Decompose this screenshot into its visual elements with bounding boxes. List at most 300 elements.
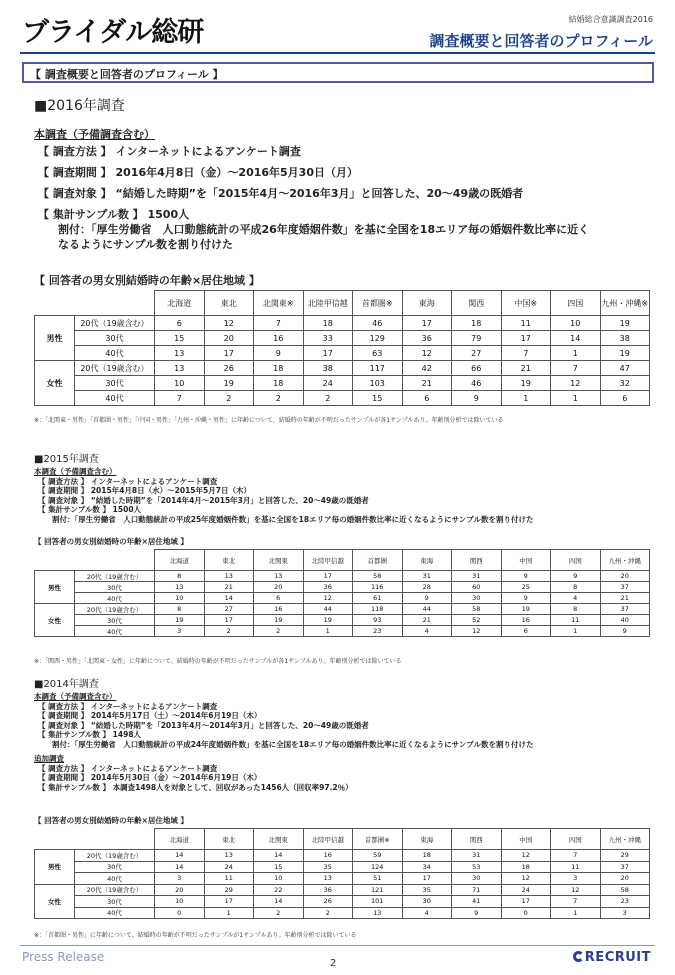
table-row (35, 316, 650, 331)
survey-period: 【 調査期間 】 2016年4月8日（金）～2016年5月30日（月） (38, 166, 358, 179)
column-header: 九州・沖縄 (600, 550, 650, 571)
table-cell: 31 (402, 571, 452, 582)
table-cell: 36 (303, 884, 353, 896)
table-cell: 51 (353, 873, 403, 885)
table-cell: 2 (254, 907, 304, 919)
table-cell: 116 (353, 582, 403, 593)
age-label: 20代（19歳含む） (75, 604, 155, 615)
table-cell: 11 (501, 316, 551, 331)
table-cell: 17 (402, 316, 452, 331)
table-cell: 103 (353, 376, 403, 391)
table-cell: 30 (402, 896, 452, 908)
table-cell: 13 (155, 346, 205, 361)
table-cell: 16 (254, 604, 304, 615)
column-header: 四国 (551, 829, 601, 850)
table-cell: 3 (155, 873, 205, 885)
survey-2016-details (34, 127, 654, 252)
table-cell: 44 (402, 604, 452, 615)
gender-group-label: 男性 (35, 850, 75, 885)
table-cell: 12 (303, 593, 353, 604)
table-row (35, 571, 650, 582)
main-survey-title: 本調査（予備調査含む） (34, 467, 117, 476)
table-cell: 20 (600, 571, 650, 582)
column-header: 北海道 (155, 550, 205, 571)
gender-group-label: 女性 (35, 604, 75, 637)
column-header: 北陸甲信越 (303, 829, 353, 850)
table-row (35, 615, 650, 626)
table-cell: 17 (501, 896, 551, 908)
table-cell: 117 (353, 361, 403, 376)
column-header: 東北 (204, 291, 254, 316)
table-cell: 9 (501, 571, 551, 582)
brand-logo: ブライダル総研 (22, 17, 204, 48)
table-row (35, 626, 650, 637)
table-cell: 9 (600, 626, 650, 637)
table-cell: 30 (452, 593, 502, 604)
table-cell: 52 (452, 615, 502, 626)
page-title: 調査概要と回答者のプロフィール (429, 32, 653, 50)
column-header: 北関東 (254, 829, 304, 850)
survey-target: 【 調査対象 】 “結婚した時期”を「2014年4月～2015年3月」と回答した、20～49歳の既婚者 (38, 495, 369, 505)
gender-group-label: 女性 (35, 884, 75, 919)
age-label: 20代（19歳含む） (75, 316, 155, 331)
survey-weight-line1: 割付：「厚生労働省 人口動態統計の平成26年度婚姻件数」を基に全国を18エリア毎の婚姻件数比率に近く (58, 223, 590, 236)
age-label: 40代 (75, 593, 155, 604)
table-cell: 27 (204, 604, 254, 615)
column-header: 関西 (452, 291, 502, 316)
table-cell: 21 (501, 361, 551, 376)
main-survey-title: 本調査（予備調査含む） (34, 128, 155, 141)
age-label: 40代 (75, 391, 155, 406)
table-cell: 14 (254, 850, 304, 862)
survey-sample: 【 集計サンプル数 】 1500人 (38, 505, 142, 514)
survey-target: 【 調査対象 】 “結婚した時期”を「2013年4月～2014年3月」と回答した、20～49歳の既婚者 (38, 720, 369, 730)
table-cell: 14 (551, 331, 601, 346)
table-2014 (34, 828, 650, 919)
table-cell: 44 (303, 604, 353, 615)
age-label: 30代 (75, 896, 155, 908)
column-header: 北関東※ (254, 291, 304, 316)
table-row (35, 850, 650, 862)
table-cell: 6 (600, 391, 650, 406)
table-cell: 17 (204, 615, 254, 626)
table-cell: 36 (303, 582, 353, 593)
table-cell: 2 (204, 391, 254, 406)
table-cell: 38 (303, 361, 353, 376)
table-cell: 19 (600, 316, 650, 331)
table-cell: 7 (551, 896, 601, 908)
table-cell: 17 (501, 331, 551, 346)
table-2015-caption: 【 回答者の男女別結婚時の年齢×居住地域 】 (34, 537, 189, 546)
table-cell: 13 (353, 907, 403, 919)
table-2016 (34, 290, 650, 406)
extra-survey-title: 追加調査 (34, 754, 64, 763)
table-cell: 12 (402, 346, 452, 361)
table-2016-note: ※：「北関東・男性」「首都圏・男性」「中国・男性」「九州・沖縄・男性」に年齢について、結婚時の年齢が不明だったサンプルが各1サンプルあり。年齢別分析では除いている (34, 417, 504, 424)
table-cell: 10 (155, 376, 205, 391)
table-cell: 4 (551, 593, 601, 604)
table-cell: 18 (303, 316, 353, 331)
table-cell: 10 (254, 873, 304, 885)
table-cell: 9 (452, 391, 502, 406)
table-cell: 53 (452, 861, 502, 873)
table-cell: 7 (551, 850, 601, 862)
column-header: 中国 (501, 550, 551, 571)
table-row (35, 391, 650, 406)
age-label: 20代（19歳含む） (75, 571, 155, 582)
column-header: 北陸甲信越 (303, 291, 353, 316)
table-cell: 15 (353, 391, 403, 406)
survey-2015-details (34, 467, 654, 524)
table-cell: 36 (402, 331, 452, 346)
table-cell: 9 (501, 593, 551, 604)
table-cell: 30 (452, 873, 502, 885)
table-cell: 20 (600, 873, 650, 885)
column-header: 首都圏※ (353, 291, 403, 316)
table-cell: 19 (501, 604, 551, 615)
table-cell: 29 (204, 884, 254, 896)
table-cell: 8 (551, 604, 601, 615)
table-cell: 19 (204, 376, 254, 391)
table-cell: 17 (204, 896, 254, 908)
table-cell: 20 (254, 582, 304, 593)
table-cell: 18 (254, 376, 304, 391)
table-cell: 129 (353, 331, 403, 346)
table-cell: 46 (452, 376, 502, 391)
table-cell: 12 (501, 850, 551, 862)
table-cell: 1 (551, 626, 601, 637)
table-cell: 3 (551, 873, 601, 885)
survey-target: 【 調査対象 】 “結婚した時期”を「2015年4月～2016年3月」と回答した、20～49歳の既婚者 (38, 187, 524, 200)
table-cell: 26 (204, 361, 254, 376)
extra-survey-sample: 【 集計サンプル数 】 本調査1498人を対象として、回収があった1456人（回収率97.2％） (38, 782, 353, 792)
table-cell: 21 (600, 593, 650, 604)
column-header: 東海 (402, 550, 452, 571)
table-cell: 47 (600, 361, 650, 376)
table-cell: 33 (303, 331, 353, 346)
table-cell: 10 (155, 896, 205, 908)
table-cell: 66 (452, 361, 502, 376)
table-cell: 14 (155, 861, 205, 873)
age-label: 40代 (75, 346, 155, 361)
table-cell: 8 (551, 582, 601, 593)
age-label: 30代 (75, 376, 155, 391)
table-cell: 71 (452, 884, 502, 896)
table-cell: 2 (303, 391, 353, 406)
table-cell: 24 (501, 884, 551, 896)
year-2015-heading: ■2015年調査 (34, 454, 99, 465)
table-cell: 18 (452, 316, 502, 331)
table-row (35, 884, 650, 896)
table-cell: 20 (204, 331, 254, 346)
survey-sample: 【 集計サンプル数 】 1498人 (38, 730, 142, 739)
table-cell: 13 (303, 873, 353, 885)
table-cell: 1 (303, 626, 353, 637)
table-cell: 31 (452, 850, 502, 862)
table-cell: 23 (353, 626, 403, 637)
table-cell: 1 (204, 907, 254, 919)
column-header: 関西 (452, 829, 502, 850)
table-cell: 7 (155, 391, 205, 406)
table-cell: 7 (551, 361, 601, 376)
table-cell: 17 (303, 571, 353, 582)
survey-period: 【 調査期間 】 2014年5月17日（土）～2014年6月19日（木） (38, 711, 262, 720)
table-cell: 22 (254, 884, 304, 896)
table-cell: 14 (204, 593, 254, 604)
survey-weight: 割付：「厚生労働省 人口動態統計の平成25年度婚姻件数」を基に全国を18エリア毎の婚姻件数比率に近くなるようにサンプル数を割り付けた (52, 514, 534, 524)
age-label: 30代 (75, 861, 155, 873)
table-row (35, 861, 650, 873)
main-survey-title: 本調査（予備調査含む） (34, 692, 117, 701)
table-cell: 32 (600, 376, 650, 391)
table-cell: 2 (204, 626, 254, 637)
column-header: 四国 (551, 550, 601, 571)
table-cell: 19 (155, 615, 205, 626)
table-cell: 121 (353, 884, 403, 896)
table-cell: 18 (254, 361, 304, 376)
table-cell: 3 (600, 907, 650, 919)
table-row (35, 346, 650, 361)
column-header: 北海道 (155, 291, 205, 316)
age-label: 20代（19歳含む） (75, 850, 155, 862)
header-blank-cell (35, 829, 155, 850)
column-header: 東海 (402, 291, 452, 316)
table-cell: 6 (501, 626, 551, 637)
table-row (35, 604, 650, 615)
column-header: 北関東 (254, 550, 304, 571)
table-cell: 4 (402, 907, 452, 919)
gender-group-label: 女性 (35, 361, 75, 406)
table-cell: 12 (551, 376, 601, 391)
table-cell: 17 (303, 346, 353, 361)
survey-2014-details (34, 692, 654, 792)
table-cell: 124 (353, 861, 403, 873)
survey-period: 【 調査期間 】 2015年4月8日（水）～2015年5月7日（木） (38, 486, 251, 495)
column-header: 東北 (204, 550, 254, 571)
table-cell: 14 (155, 850, 205, 862)
age-label: 30代 (75, 331, 155, 346)
table-cell: 19 (303, 615, 353, 626)
column-header: 中国※ (501, 291, 551, 316)
table-cell: 19 (501, 376, 551, 391)
table-cell: 2 (254, 626, 304, 637)
survey-weight-line2: なるようにサンプル数を割り付けた (58, 238, 234, 251)
table-2015 (34, 549, 650, 637)
table-cell: 10 (551, 316, 601, 331)
table-cell: 9 (551, 571, 601, 582)
table-2016-caption: 【 回答者の男女別結婚時の年齢×居住地域 】 (34, 274, 260, 287)
recruit-logo (573, 950, 651, 965)
table-row (35, 331, 650, 346)
table-cell: 27 (452, 346, 502, 361)
table-cell: 38 (600, 331, 650, 346)
age-label: 20代（19歳含む） (75, 361, 155, 376)
table-cell: 19 (600, 346, 650, 361)
header-blank-cell (35, 291, 155, 316)
table-cell: 40 (600, 615, 650, 626)
table-cell: 11 (551, 615, 601, 626)
table-cell: 11 (551, 861, 601, 873)
table-cell: 21 (402, 376, 452, 391)
column-header: 九州・沖縄※ (600, 291, 650, 316)
table-cell: 93 (353, 615, 403, 626)
age-label: 20代（19歳含む） (75, 884, 155, 896)
table-cell: 37 (600, 861, 650, 873)
column-header: 首都圏 (353, 550, 403, 571)
recruit-mark-icon (573, 951, 584, 962)
table-cell: 101 (353, 896, 403, 908)
table-cell: 8 (155, 604, 205, 615)
table-2014-note: ※：「首都圏・男性」に年齢について、結婚時の年齢が不明だったサンプルが1サンプルあり。年齢別分析では除いている (34, 932, 357, 939)
table-cell: 26 (303, 896, 353, 908)
table-cell: 13 (204, 850, 254, 862)
table-2014-caption: 【 回答者の男女別結婚時の年齢×居住地域 】 (34, 816, 189, 825)
age-label: 30代 (75, 615, 155, 626)
gender-group-label: 男性 (35, 571, 75, 604)
table-cell: 16 (303, 850, 353, 862)
table-cell: 13 (204, 571, 254, 582)
table-cell: 79 (452, 331, 502, 346)
table-cell: 29 (600, 850, 650, 862)
table-cell: 3 (155, 626, 205, 637)
year-2016-heading: ■2016年調査 (34, 98, 125, 114)
table-cell: 16 (254, 331, 304, 346)
table-cell: 0 (501, 907, 551, 919)
column-header: 中国 (501, 829, 551, 850)
press-release-label: Press Release (22, 950, 105, 964)
table-cell: 41 (452, 896, 502, 908)
section-title: 【 調査概要と回答者のプロフィール 】 (22, 62, 654, 83)
table-cell: 1 (551, 907, 601, 919)
table-cell: 8 (155, 571, 205, 582)
table-cell: 15 (254, 861, 304, 873)
table-cell: 60 (452, 582, 502, 593)
table-cell: 24 (204, 861, 254, 873)
survey-name: 結婚総合意識調査2016 (568, 15, 653, 24)
table-cell: 9 (254, 346, 304, 361)
age-label: 30代 (75, 582, 155, 593)
table-cell: 118 (353, 604, 403, 615)
table-cell: 37 (600, 604, 650, 615)
table-cell: 61 (353, 593, 403, 604)
table-cell: 58 (600, 884, 650, 896)
table-cell: 46 (353, 316, 403, 331)
table-cell: 58 (353, 571, 403, 582)
table-cell: 58 (452, 604, 502, 615)
extra-survey-method: 【 調査方法 】 インターネットによるアンケート調査 (38, 763, 218, 773)
table-cell: 35 (303, 861, 353, 873)
table-cell: 24 (303, 376, 353, 391)
table-cell: 16 (501, 615, 551, 626)
table-cell: 13 (155, 582, 205, 593)
table-cell: 42 (402, 361, 452, 376)
table-cell: 9 (402, 593, 452, 604)
survey-sample: 【 集計サンプル数 】 1500人 (38, 208, 190, 221)
table-cell: 12 (204, 316, 254, 331)
table-cell: 2 (254, 391, 304, 406)
column-header: 東海 (402, 829, 452, 850)
table-cell: 6 (155, 316, 205, 331)
survey-weight: 割付：「厚生労働省 人口動態統計の平成24年度婚姻件数」を基に全国を18エリア毎の婚姻件数比率に近くなるようにサンプル数を割り付けた (52, 739, 534, 749)
table-cell: 6 (402, 391, 452, 406)
table-cell: 12 (551, 884, 601, 896)
column-header: 関西 (452, 550, 502, 571)
table-cell: 21 (204, 582, 254, 593)
table-cell: 12 (501, 873, 551, 885)
table-cell: 17 (204, 346, 254, 361)
table-cell: 17 (402, 873, 452, 885)
footer-divider (20, 945, 655, 946)
table-row (35, 873, 650, 885)
age-label: 40代 (75, 873, 155, 885)
recruit-wordmark: RECRUIT (584, 950, 651, 965)
table-cell: 19 (254, 615, 304, 626)
table-row (35, 376, 650, 391)
column-header: 四国 (551, 291, 601, 316)
table-cell: 11 (204, 873, 254, 885)
table-cell: 18 (402, 850, 452, 862)
table-cell: 1 (551, 346, 601, 361)
table-cell: 14 (254, 896, 304, 908)
table-cell: 7 (254, 316, 304, 331)
year-2014-heading: ■2014年調査 (34, 679, 99, 690)
survey-method: 【 調査方法 】 インターネットによるアンケート調査 (38, 476, 218, 486)
table-cell: 12 (452, 626, 502, 637)
table-cell: 0 (155, 907, 205, 919)
table-cell: 23 (600, 896, 650, 908)
table-cell: 1 (501, 391, 551, 406)
gender-group-label: 男性 (35, 316, 75, 361)
extra-survey-period: 【 調査期間 】 2014年5月30日（金）～2014年6月19日（木） (38, 773, 262, 782)
column-header: 北海道 (155, 829, 205, 850)
table-cell: 2 (303, 907, 353, 919)
table-row (35, 361, 650, 376)
table-cell: 18 (501, 861, 551, 873)
table-cell: 9 (452, 907, 502, 919)
column-header: 東北 (204, 829, 254, 850)
table-cell: 31 (452, 571, 502, 582)
table-cell: 7 (501, 346, 551, 361)
header-divider (20, 52, 655, 54)
table-cell: 21 (402, 615, 452, 626)
table-cell: 37 (600, 582, 650, 593)
table-cell: 13 (254, 571, 304, 582)
table-cell: 34 (402, 861, 452, 873)
table-cell: 6 (254, 593, 304, 604)
table-cell: 1 (551, 391, 601, 406)
age-label: 40代 (75, 907, 155, 919)
table-row (35, 582, 650, 593)
table-row (35, 896, 650, 908)
table-cell: 25 (501, 582, 551, 593)
table-cell: 35 (402, 884, 452, 896)
table-2015-note: ※：「関西・男性」「北関東・女性」に年齢について、結婚時の年齢が不明だったサンプルが各1サンプルあり。年齢別分析では除いている (34, 658, 402, 665)
table-cell: 28 (402, 582, 452, 593)
column-header: 北陸甲信越 (303, 550, 353, 571)
table-cell: 15 (155, 331, 205, 346)
page-number: 2 (330, 958, 337, 969)
table-cell: 10 (155, 593, 205, 604)
age-label: 40代 (75, 626, 155, 637)
column-header: 九州・沖縄 (600, 829, 650, 850)
table-cell: 59 (353, 850, 403, 862)
table-row (35, 907, 650, 919)
survey-method: 【 調査方法 】 インターネットによるアンケート調査 (38, 701, 218, 711)
table-cell: 63 (353, 346, 403, 361)
column-header: 首都圏※ (353, 829, 403, 850)
table-cell: 20 (155, 884, 205, 896)
table-row (35, 593, 650, 604)
